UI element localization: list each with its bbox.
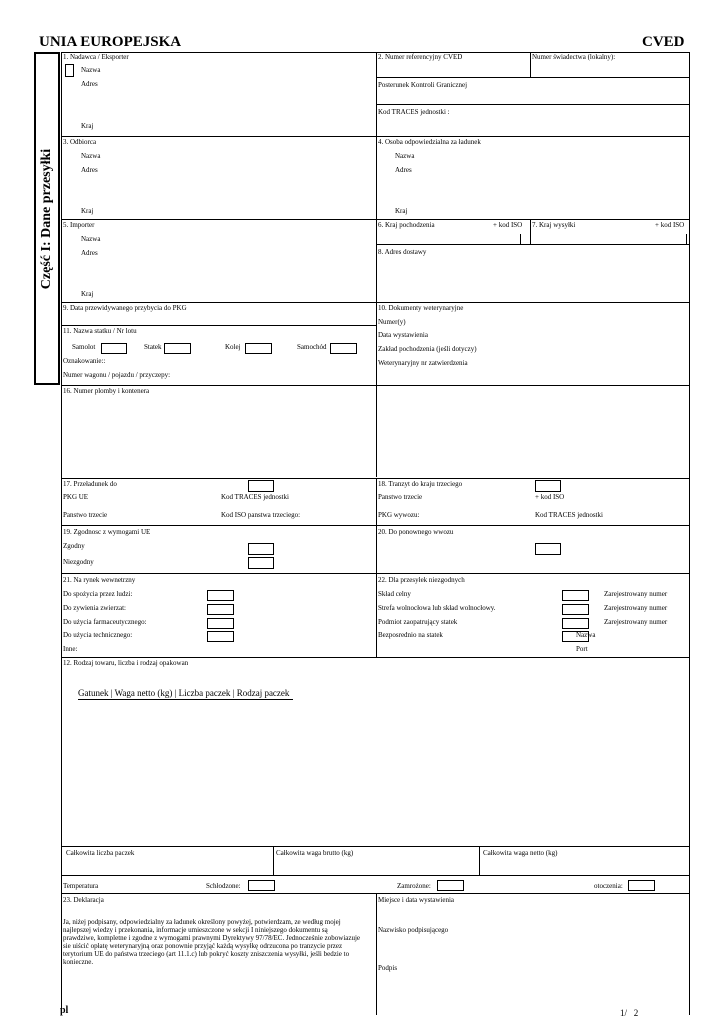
f22-direct: Bezposrednio na statek [378,631,443,639]
f22-title: 22. Dla przesyłek niezgodnych [378,576,465,584]
f3-country: Kraj [81,207,94,215]
temp-label: Temperatura [63,882,99,890]
f10-title: 10. Dokumenty weterynaryjne [378,304,464,312]
f3-address: Adres [81,166,98,174]
f1-checkbox[interactable] [65,64,74,77]
footer-page: 1/ 2 [620,1008,639,1018]
f23-line-2: najlepszej wiedzy i przekonania, informacje umieszczone w sekcji I niniejszego dokumentu są [63,926,328,934]
temp-frozen-box[interactable] [437,880,464,891]
f4-title: 4. Osoba odpowiedzialna za ładunek [378,138,481,146]
f1-address: Adres [81,80,98,88]
f23-sign: Podpis [378,964,398,972]
f8-title: 8. Adres dostawy [378,248,427,256]
f10-numbers: Numer(y) [378,318,406,326]
temp-chilled: Schłodzone: [206,882,241,890]
f6-title: 6. Kraj pochodzenia [378,221,435,229]
f18-traces: Kod TRACES jednostki [535,511,603,519]
f22-reg2: Zarejestrowany numer [604,604,668,612]
f11-marking: Oznakowanie:: [63,357,106,365]
f11-wagon: Numer wagonu / pojazdu / przyczepy: [63,371,171,379]
f2-cert: Numer świadectwa (lokalny): [532,53,616,61]
f17-iso: Kod ISO panstwa trzeciego: [221,511,301,519]
f18-checkbox[interactable] [535,480,561,492]
f23-line-6: konieczne. [63,958,94,966]
temp-chilled-box[interactable] [248,880,275,891]
f2-title: 2. Numer referencyjny CVED [378,53,463,61]
f19-title: 19. Zgodnosc z wymogami UE [63,528,151,536]
f5-country: Kraj [81,290,94,298]
f22-customs: Skład celny [378,590,411,598]
f16-title: 16. Numer plomby i kontenera [63,387,150,395]
f11-ship-box[interactable] [164,343,191,354]
f22-name: Nazwa [576,631,596,639]
f10-vet: Weterynaryjny nr zatwierdzenia [378,359,468,367]
f11-rail-box[interactable] [245,343,272,354]
f12-columns: Gatunek | Waga netto (kg) | Liczba paczek | Rodzaj paczek [78,688,293,700]
f21-title: 21. Na rynek wewnetrzny [63,576,136,584]
f11-plane: Samolot [72,343,96,351]
f18-third: Panstwo trzecie [378,493,423,501]
f21-tech: Do użycia technicznego: [63,631,133,639]
f1-country: Kraj [81,122,94,130]
f5-name: Nazwa [81,235,101,243]
f22-port: Port [576,645,588,653]
f1-name: Nazwa [81,66,101,74]
f22-customs-box[interactable] [562,590,589,601]
f23-line-4: sie uiścić opłatę weterynaryjną oraz ponownie przyjąć każdą wysyłkę odrzucona po tranzycie przez [63,942,343,950]
header-left: UNIA EUROPEJSKA [39,34,182,50]
f11-ship: Statek [144,343,162,351]
f11-truck-box[interactable] [330,343,357,354]
f7-title: 7. Kraj wysyłki [532,221,576,229]
f23-line-5: terytorium UE do państwa trzeciego (art 11.1.c) lub pokryć koszty zniszczenia wysyłki, jeśli bedzie to [63,950,350,958]
f18-title: 18. Tranzyt do kraju trzeciego [378,480,463,488]
f23-place: Miejsce i data wystawienia [378,896,455,904]
f4-name: Nazwa [395,152,415,160]
header-right: CVED [642,34,685,50]
f23-title: 23. Deklaracja [63,896,104,904]
f2-post: Posterunek Kontroli Granicznej [378,81,468,89]
f4-address: Adres [395,166,412,174]
temp-ambient: otoczenia: [594,882,623,890]
f22-reg1: Zarejestrowany numer [604,590,668,598]
f19-yes-box[interactable] [248,543,274,555]
f21-feed-box[interactable] [207,604,234,615]
f22-reg3: Zarejestrowany numer [604,618,668,626]
f20-title: 20. Do ponownego wwozu [378,528,454,536]
f11-truck: Samochód [297,343,327,351]
f11-title: 11. Nazwa statku / Nr lotu [63,327,137,335]
f5-address: Adres [81,249,98,257]
footer-lang: pl [60,1005,69,1016]
f19-no-box[interactable] [248,557,274,569]
f3-name: Nazwa [81,152,101,160]
f17-traces: Kod TRACES jednostki [221,493,289,501]
f11-rail: Kolej [225,343,241,351]
total-net: Całkowita waga netto (kg) [483,849,558,857]
f4-country: Kraj [395,207,408,215]
f21-feed: Do zywienia zwierzat: [63,604,126,612]
side-title: Część I: Dane przesyłki [39,148,54,290]
f6-iso: + kod ISO [493,221,523,229]
f22-supplier-box[interactable] [562,618,589,629]
f3-title: 3. Odbiorca [63,138,97,146]
f22-freezone: Strefa wolnocłowa lub skład wolnocłowy. [378,604,496,612]
f20-checkbox[interactable] [535,543,561,555]
f1-title: 1. Nadawca / Eksporter [63,53,129,61]
f10-plant: Zakład pochodzenia (jeśli dotyczy) [378,345,477,353]
temp-ambient-box[interactable] [628,880,655,891]
f17-third: Panstwo trzecie [63,511,108,519]
f21-pharma-box[interactable] [207,618,234,629]
f23-line-3: prawdziwe, kompletne i zgodne z wymogami prawnymi Dyrektywy 97/78/EC. Jednocześnie zobowiazuje [63,934,361,942]
f21-human-box[interactable] [207,590,234,601]
f19-no: Niezgodny [63,558,94,566]
f21-tech-box[interactable] [207,631,234,642]
f23-signer: Nazwisko podpisującego [378,926,449,934]
f18-exit: PKG wywozu: [378,511,420,519]
f12-title: 12. Rodzaj towaru, liczba i rodzaj opakowan [63,659,189,667]
f23-line-1: Ja, niżej podpisany, odpowiedzialny za ładunek określony powyżej, potwierdzam, ze według mojej [63,918,341,926]
f22-supplier: Podmiot zaopatrujący statek [378,618,458,626]
f7-iso: + kod ISO [655,221,685,229]
f21-other: Inne: [63,645,78,653]
f2-traces: Kod TRACES jednostki : [378,108,450,116]
f17-title: 17. Przeładunek do [63,480,117,488]
f11-plane-box[interactable] [101,343,127,354]
temp-frozen: Zamrożone: [397,882,431,890]
f9-title: 9. Data przewidywanego przybycia do PKG [63,304,187,312]
f21-pharma: Do użycia farmaceutycznego: [63,618,147,626]
f19-yes: Zgodny [63,542,85,550]
total-gross: Całkowita waga brutto (kg) [276,849,354,857]
f17-checkbox[interactable] [248,480,274,492]
f5-title: 5. Importer [63,221,95,229]
f17-pkg: PKG UE [63,493,89,501]
total-packages: Całkowita liczba paczek [66,849,135,857]
f21-human: Do spożycia przez ludzi: [63,590,133,598]
f10-date: Data wystawienia [378,331,428,339]
f22-freezone-box[interactable] [562,604,589,615]
f18-iso: + kod ISO [535,493,565,501]
